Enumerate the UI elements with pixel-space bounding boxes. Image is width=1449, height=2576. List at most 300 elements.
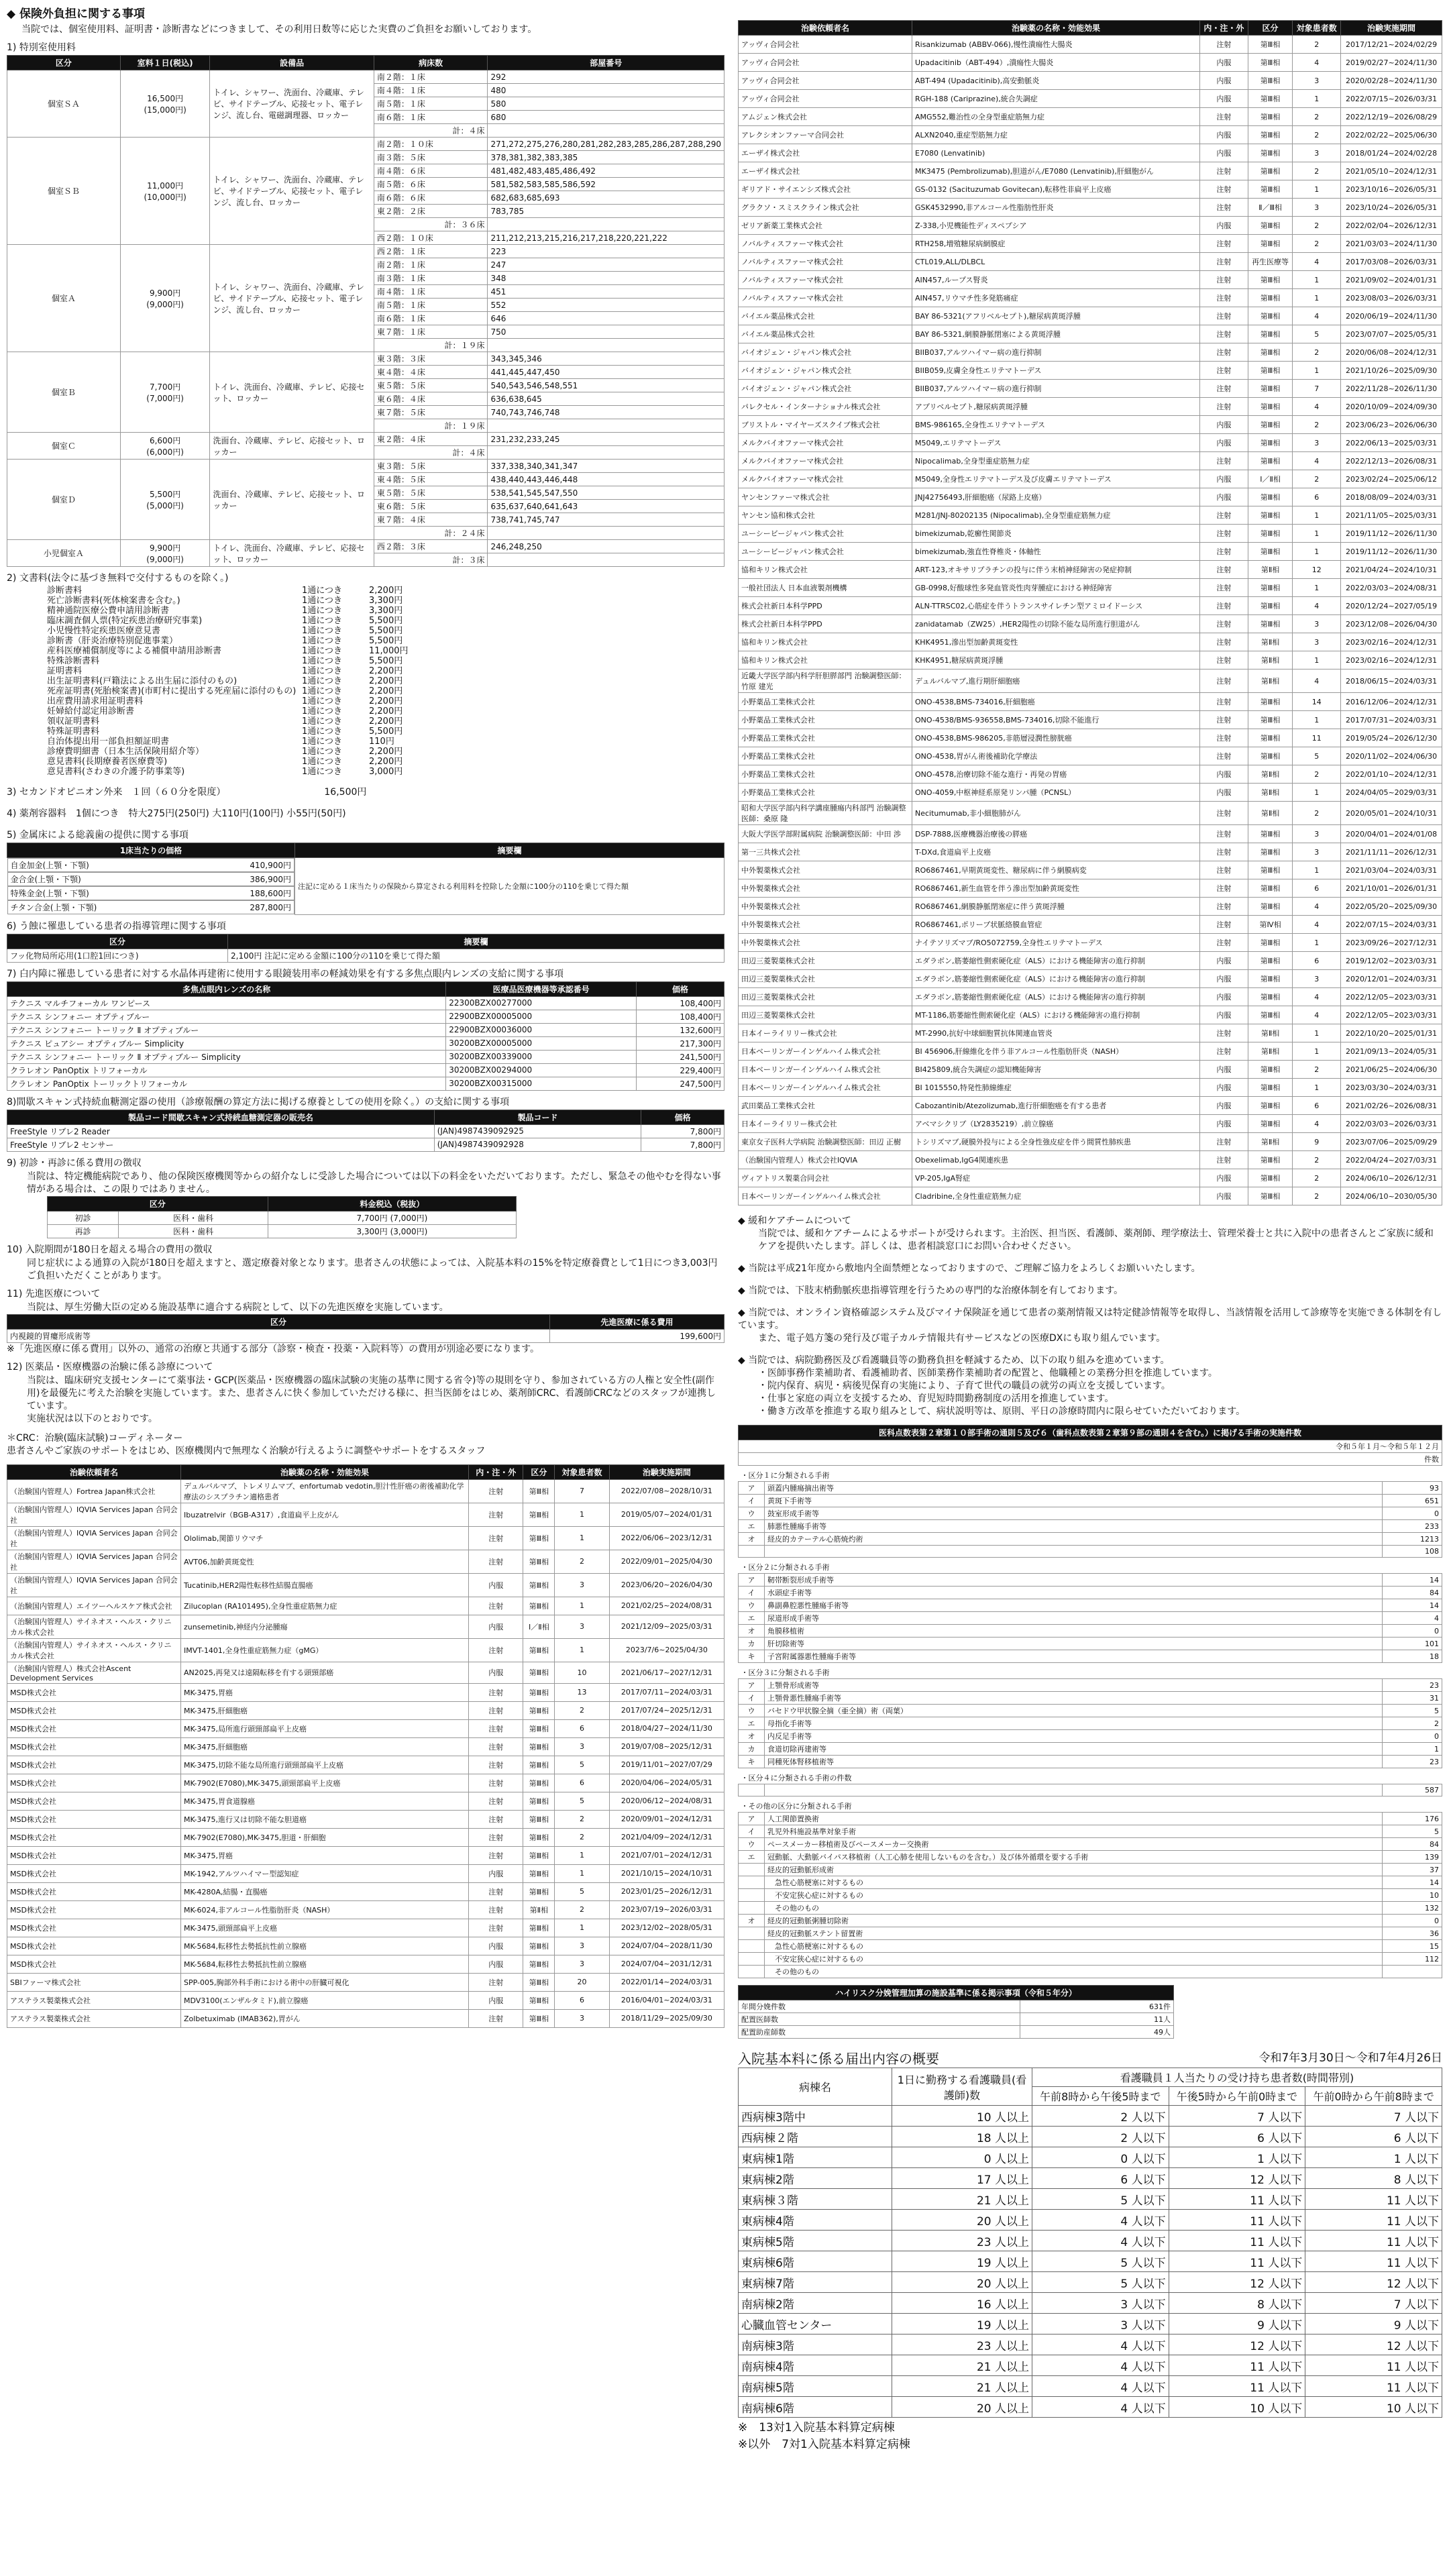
trial-cell: MK-3475,局所進行頭頸部扁平上皮癌	[181, 1719, 469, 1737]
room-price-value: 11,000円	[147, 180, 184, 191]
stat-count: 0	[1383, 1625, 1442, 1638]
trial-cell: MSD株式会社	[7, 1701, 181, 1719]
trial-cell: 内服	[1200, 765, 1248, 784]
document-unit: 1通につき	[302, 727, 343, 737]
right-trial-body	[739, 36, 1442, 1205]
trial-cell: ノバルティスファーマ株式会社	[739, 253, 912, 271]
stat-row	[739, 1574, 1442, 1587]
stat-code: イ	[739, 1587, 765, 1599]
room-numbers: 246,248,250	[488, 540, 724, 553]
trial-cell: 2022/04/24~2027/03/31	[1341, 1151, 1442, 1169]
trial-cell: ヤンセンファーマ株式会社	[739, 488, 912, 506]
trial-cell: ONO-4059,中枢神経系原発リンパ腫（PCNSL）	[912, 784, 1200, 802]
trial-cell: 3	[555, 2009, 609, 2027]
trial-cell: 第Ⅲ相	[1248, 217, 1293, 235]
trial-cell: ゼリア新薬工業株式会社	[739, 217, 912, 235]
trial-row	[739, 416, 1442, 434]
visit-header-0: 区分	[48, 1196, 268, 1211]
trial-cell: 2019/07/08~2025/12/31	[609, 1737, 724, 1756]
trial-cell: 3	[1293, 843, 1341, 861]
trial-cell: エダラボン,筋萎縮性側索硬化症（ALS）における機能障害の進行抑制	[912, 970, 1200, 988]
trial-cell: 第Ⅲ相	[523, 1955, 555, 1973]
stat-row	[739, 1864, 1442, 1876]
ward-h2: 看護職員１人当たりの受け持ち患者数(時間帯別)	[1032, 2068, 1442, 2087]
room-numbers: 378,381,382,383,385	[488, 151, 724, 164]
room-price	[120, 70, 210, 138]
stat-code	[739, 1784, 765, 1796]
trial-cell: 注射	[1200, 747, 1248, 765]
denture-price: 188,600円	[250, 889, 291, 898]
lens-table-body	[7, 996, 724, 1090]
trial-cell: 第Ⅲ相	[1248, 126, 1293, 144]
trial-cell: （治験国内管理人）IQVIA Services Japan 合同会社	[7, 1550, 181, 1573]
trial-row	[739, 235, 1442, 253]
ward-table	[738, 2068, 1442, 2418]
stat-code: キ	[739, 1650, 765, 1663]
trial-cell: MSD株式会社	[7, 1810, 181, 1828]
document-fee-item	[47, 737, 724, 747]
trial-cell: 注射	[469, 1973, 523, 1991]
stat-name: 急性心筋梗塞に対するもの	[765, 1940, 1383, 1953]
caries-cell-1: 2,100円 注記に定める金額に100分の110を乗じて得た額	[228, 949, 724, 962]
trial-cell: 第Ⅲ相	[523, 1882, 555, 1900]
ward-cell: 心臓血管センター	[739, 2314, 892, 2334]
trial-row	[7, 1662, 724, 1683]
document-price: 2,200円	[369, 757, 403, 767]
trial-row	[739, 398, 1442, 416]
trial-row	[739, 434, 1442, 452]
trial-cell: 3	[555, 1615, 609, 1638]
trial-cell: 内服	[1200, 1169, 1248, 1187]
trial-cell: 協和キリン株式会社	[739, 651, 912, 669]
trial-cell: 2023/07/07~2025/05/31	[1341, 325, 1442, 343]
trial-cell: 第Ⅲ相	[523, 1701, 555, 1719]
lens-table-header	[7, 981, 724, 996]
trial-cell: 第Ⅲ相	[1248, 416, 1293, 434]
room-floor: 東５階：５床	[374, 379, 488, 392]
room-numbers: 750	[488, 325, 724, 339]
trial-cell: BIIB059,皮膚全身性エリテマトーデス	[912, 362, 1200, 380]
stat-count-label: 件数	[739, 1453, 1442, 1466]
trial-cell: 注射	[1200, 362, 1248, 380]
room-price-value: 9,900円	[149, 543, 181, 553]
stat-row	[739, 1743, 1442, 1756]
stat-count: 84	[1383, 1838, 1442, 1851]
stat-code: エ	[739, 1612, 765, 1625]
trial-row	[739, 1169, 1442, 1187]
trial-cell: 注射	[1200, 879, 1248, 898]
document-name: 証明書料	[47, 666, 83, 676]
workload-items	[758, 1367, 1442, 1418]
trial-cell: 2	[1293, 343, 1341, 362]
trial-row	[739, 271, 1442, 289]
trial-cell: 中外製薬株式会社	[739, 879, 912, 898]
document-name: 妊婦給付認定用診断書	[47, 706, 135, 716]
trial-cell: 小野薬品工業株式会社	[739, 765, 912, 784]
trial-row	[7, 1973, 724, 1991]
ward-note-1: ※ 13対1入院基本料算定病棟	[738, 2421, 895, 2434]
trial-cell: ギリアド・サイエンシズ株式会社	[739, 180, 912, 199]
lens-cell: 217,300円	[637, 1036, 724, 1050]
room-numbers: 552	[488, 299, 724, 312]
trial-cell: 2022/11/28~2026/11/30	[1341, 380, 1442, 398]
ward-cell: 4 人以下	[1032, 2355, 1169, 2376]
trial-cell: 2020/11/02~2024/06/30	[1341, 747, 1442, 765]
trial-row	[7, 1683, 724, 1701]
trial-cell: MSD株式会社	[7, 1955, 181, 1973]
trial-cell: 第Ⅲ相	[1248, 72, 1293, 90]
trial-cell: ONO-4538,BMS-734016,肝細胞癌	[912, 693, 1200, 711]
document-price: 5,500円	[369, 727, 403, 737]
trial-row	[7, 1991, 724, 2009]
trial-cell: 2019/05/24~2026/12/30	[1341, 729, 1442, 747]
stat-count: 5	[1383, 1705, 1442, 1717]
denture-name: チタン合金(上顎・下顎)	[10, 903, 97, 912]
trial-cell: 2021/10/01~2026/01/31	[1341, 879, 1442, 898]
trial-cell: 1	[555, 1597, 609, 1615]
trial-cell: 2	[1293, 217, 1341, 235]
ward-cell: 10 人以上	[892, 2106, 1032, 2127]
trial-cell: 第Ⅲ相	[1248, 729, 1293, 747]
trial-cell: 第Ⅲ相	[1248, 90, 1293, 108]
stat-count: 101	[1383, 1638, 1442, 1650]
stat-row	[739, 1784, 1442, 1796]
right-trial-header-2: 内・注・外	[1200, 21, 1248, 36]
room-equipment: トイレ、洗面台、冷蔵庫、テレビ、応接セット、ロッカー	[210, 352, 374, 433]
trial-cell: 日本ベーリンガーインゲルハイム株式会社	[739, 1061, 912, 1079]
ward-row	[739, 2355, 1442, 2376]
ward-cell: 20 人以上	[892, 2272, 1032, 2293]
trial-cell: BAY 86-5321,網膜静脈閉塞による黄斑浮腫	[912, 325, 1200, 343]
trial-row	[7, 2009, 724, 2027]
trial-cell: 3	[555, 1573, 609, 1597]
visit-cell: 医科・歯科	[119, 1211, 268, 1224]
trial-row	[7, 1615, 724, 1638]
haisui-row	[739, 2000, 1174, 2013]
lens-cell: 30200BZX00294000	[446, 1063, 637, 1077]
room-numbers: 738,741,745,747	[488, 513, 724, 527]
room-table-header	[7, 56, 724, 70]
trial-cell: 1	[1293, 362, 1341, 380]
trial-cell: MSD株式会社	[7, 1792, 181, 1810]
trial-cell: 第Ⅲ相	[1248, 343, 1293, 362]
denture-price: 386,900円	[250, 875, 291, 884]
trial-cell: BAY 86-5321(アフリベルセプト),糖尿病黄斑浮腫	[912, 307, 1200, 325]
room-numbers: 438,440,443,446,448	[488, 473, 724, 486]
trial-cell: ユーシービージャパン株式会社	[739, 525, 912, 543]
trial-cell: 2021/06/25~2024/06/30	[1341, 1061, 1442, 1079]
stat-code: キ	[739, 1756, 765, 1768]
room-price-value: 9,900円	[149, 288, 181, 298]
room-floor: 計：４床	[374, 446, 488, 460]
room-price	[120, 460, 210, 540]
trial-cell: 2023/09/26~2027/12/31	[1341, 934, 1442, 952]
ward-cell: 21 人以上	[892, 2355, 1032, 2376]
trial-cell: 第Ⅲ相	[1248, 1115, 1293, 1133]
trial-cell: 2021/02/25~2024/08/31	[609, 1597, 724, 1615]
section-9-title: 9) 初診・再診に係る費用の徴収	[7, 1157, 142, 1169]
adv-row	[7, 1329, 724, 1342]
trial-cell: 第Ⅱ相	[1248, 651, 1293, 669]
room-table-body	[7, 70, 724, 567]
trial-cell: VP-205,IgA腎症	[912, 1169, 1200, 1187]
stat-group-title-row	[739, 1558, 1442, 1574]
trial-cell: 4	[1293, 898, 1341, 916]
trial-cell: 1	[1293, 271, 1341, 289]
trial-cell: 第Ⅲ相	[523, 1662, 555, 1683]
trial-row	[739, 452, 1442, 470]
trial-cell: 2023/10/16~2026/05/31	[1341, 180, 1442, 199]
ward-cell: 1 人以下	[1305, 2147, 1442, 2168]
trial-cell: 7	[1293, 380, 1341, 398]
room-numbers: 480	[488, 84, 724, 97]
surgery-stats-table	[738, 1425, 1442, 1978]
trial-cell: 注射	[1200, 506, 1248, 525]
trial-cell: MK-5684,転移性去勢抵抗性前立腺癌	[181, 1955, 469, 1973]
adv-cell-0: 内視鏡的胃瘻形成術等	[7, 1329, 550, 1342]
trial-row	[739, 802, 1442, 825]
trial-cell: エダラボン,筋萎縮性側索硬化症（ALS）における機能障害の進行抑制	[912, 988, 1200, 1006]
stat-name: 経皮的冠動脈形成術	[765, 1864, 1383, 1876]
lens-table	[7, 981, 724, 1091]
trial-cell: 第Ⅲ相	[523, 1991, 555, 2009]
trial-cell: 内服	[1200, 217, 1248, 235]
trial-row	[7, 1846, 724, 1864]
trial-cell: 2023/02/24~2025/06/12	[1341, 470, 1442, 488]
ward-row	[739, 2314, 1442, 2334]
trial-cell: 6	[1293, 879, 1341, 898]
document-fee-item	[47, 606, 724, 616]
trial-cell: 内服	[469, 1864, 523, 1882]
trial-cell: 注射	[1200, 651, 1248, 669]
room-price-tax: (6,000円)	[146, 447, 184, 457]
trial-cell: （治験国内管理人）サイネオス・ヘルス・クリニカル株式会社	[7, 1638, 181, 1662]
trial-cell: 日本ベーリンガーインゲルハイム株式会社	[739, 1187, 912, 1205]
advanced-care-table	[7, 1314, 724, 1343]
room-numbers	[488, 124, 724, 138]
stat-count: 233	[1383, 1520, 1442, 1533]
stat-group-title: ・区分１に分類される手術	[741, 1471, 830, 1480]
lens-cell: テクニス マルチフォーカル ワンピース	[7, 996, 446, 1010]
trial-cell: GB-0998,好酸球性多発血管炎性肉芽腫症における神経障害	[912, 579, 1200, 597]
trial-cell: 第Ⅲ相	[523, 1550, 555, 1573]
stat-name: 不安定狭心症に対するもの	[765, 1889, 1383, 1902]
stat-name: 肺悪性腫瘍手術等	[765, 1520, 1383, 1533]
trial-cell: 第Ⅲ相	[1248, 162, 1293, 180]
room-numbers: 680	[488, 111, 724, 124]
trial-cell: 2021/07/01~2024/12/31	[609, 1846, 724, 1864]
trial-row	[739, 525, 1442, 543]
room-numbers: 231,232,233,245	[488, 433, 724, 446]
trial-cell: 中外製薬株式会社	[739, 861, 912, 879]
ward-cell: 11 人以下	[1169, 2210, 1305, 2231]
trial-cell: 2	[555, 1828, 609, 1846]
stat-count: 139	[1383, 1851, 1442, 1864]
room-equipment: 洗面台、冷蔵庫、テレビ、応接セット、ロッカー	[210, 433, 374, 460]
trial-cell: アベマシクリブ（LY2835219）,前立腺癌	[912, 1115, 1200, 1133]
lens-row	[7, 1077, 724, 1090]
trial-cell: MSD株式会社	[7, 1828, 181, 1846]
trial-cell: AIN457,ループス腎炎	[912, 271, 1200, 289]
trial-cell: MK-3475,頭頸部扁平上皮癌	[181, 1919, 469, 1937]
ward-cell: 6 人以下	[1032, 2168, 1169, 2189]
section-1-title: 1) 特別室使用料	[7, 42, 76, 53]
trial-cell: 2022/06/06~2023/12/31	[609, 1526, 724, 1550]
document-name: 出生証明書料(戸籍法による出生届に添付のもの)	[47, 676, 237, 686]
trial-row	[739, 988, 1442, 1006]
section-9-text: 当院は、特定機能病院であり、他の保険医療機関等からの紹介なしに受診した場合については以下の料金をいただいております。ただし、緊急その他やむを得ない事情がある場合は、この限りではありません。	[27, 1171, 721, 1195]
trial-cell: 2024/04/05~2029/03/31	[1341, 784, 1442, 802]
trial-cell: 第Ⅲ相	[1248, 693, 1293, 711]
stat-group-title: ・区分３に分類される手術	[741, 1668, 830, 1677]
document-unit: 1通につき	[302, 716, 343, 727]
stat-name: 黄斑下手術等	[765, 1495, 1383, 1507]
stat-name: 経皮的カテーテル心筋焼灼術	[765, 1533, 1383, 1546]
document-fee-item	[47, 727, 724, 737]
trial-cell: 1	[1293, 1024, 1341, 1042]
lens-header-1: 医療品医療機器等承認番号	[446, 981, 637, 996]
denture-note: 注記に定める１床当たりの保険から算定される利用料を控除した金額に100分の110を乗じて得た額	[295, 858, 724, 915]
stat-name: 上顎骨悪性腫瘍手術等	[765, 1692, 1383, 1705]
room-name: 個室Ｂ	[7, 352, 121, 433]
trial-row	[739, 1097, 1442, 1115]
trial-cell: 第Ⅲ相	[1248, 879, 1293, 898]
stat-name: 不安定狭心症に対するもの	[765, 1953, 1383, 1966]
trial-cell: 2	[1293, 162, 1341, 180]
trial-row	[739, 343, 1442, 362]
room-numbers	[488, 446, 724, 460]
ward-cell: 3 人以下	[1032, 2314, 1169, 2334]
caries-header-0: 区分	[7, 934, 228, 949]
stat-row	[739, 1940, 1442, 1953]
trial-cell: MK-4280A,結腸・直腸癌	[181, 1882, 469, 1900]
denture-type	[7, 886, 295, 900]
workload-item: ・院内保育、病児・病後児保育の実施により、子育て世代の職員の就労の両立を支援しています。	[758, 1381, 1171, 1391]
trial-cell: 第Ⅱ相	[1248, 1042, 1293, 1061]
stat-group-title-row	[739, 1466, 1442, 1482]
room-numbers: 292	[488, 70, 724, 84]
ward-cell: 5 人以下	[1032, 2189, 1169, 2210]
ward-cell: 東病棟4階	[739, 2210, 892, 2231]
ward-cell: 0 人以上	[892, 2147, 1032, 2168]
trial-cell: 第Ⅲ相	[1248, 362, 1293, 380]
trial-row	[739, 90, 1442, 108]
trial-cell: 第Ⅲ相	[523, 1774, 555, 1792]
trial-cell: 2	[1293, 36, 1341, 54]
room-numbers: 580	[488, 97, 724, 111]
trial-cell: 内服	[1200, 1006, 1248, 1024]
stat-code: オ	[739, 1915, 765, 1927]
trial-cell: 第Ⅲ相	[1248, 934, 1293, 952]
ward-cell: 19 人以上	[892, 2314, 1032, 2334]
stat-row	[739, 1507, 1442, 1520]
ward-row	[739, 2189, 1442, 2210]
trial-cell: 2022/07/15~2026/03/31	[1341, 90, 1442, 108]
stat-title: 医科点数表第２章第１０部手術の通則５及び６（歯科点数表第２章第９部の通則４を含む。）に掲げる手術の実施件数	[739, 1426, 1442, 1440]
trial-cell: Zilucoplan (RA101495),全身性重症筋無力症	[181, 1597, 469, 1615]
trial-cell: バイオジェン・ジャパン株式会社	[739, 380, 912, 398]
trial-cell: 内服	[1200, 988, 1248, 1006]
left-column	[7, 0, 724, 2028]
room-name: 個室Ａ	[7, 245, 121, 352]
ward-cell: 4 人以下	[1032, 2231, 1169, 2251]
room-numbers: 223	[488, 245, 724, 258]
trial-cell: 6	[555, 1719, 609, 1737]
trial-cell: 2021/03/04~2024/03/31	[1341, 861, 1442, 879]
trial-cell: 1	[1293, 784, 1341, 802]
ward-row	[739, 2334, 1442, 2355]
stat-code	[739, 1864, 765, 1876]
document-unit: 1通につき	[302, 737, 343, 747]
trial-cell: （治験国内管理人）株式会社IQVIA	[739, 1151, 912, 1169]
trial-row	[739, 36, 1442, 54]
trial-cell: 第Ⅲ相	[1248, 506, 1293, 525]
trial-cell: 2020/12/01~2024/03/31	[1341, 970, 1442, 988]
trial-cell: 第Ⅲ相	[1248, 1079, 1293, 1097]
trial-cell: MK-3475,胃癌	[181, 1846, 469, 1864]
trial-cell: 5	[555, 1882, 609, 1900]
trial-cell: BI 456906,肝線維化を伴う非アルコール性脂肪肝炎（NASH）	[912, 1042, 1200, 1061]
trial-cell: MK-3475,胃癌	[181, 1683, 469, 1701]
room-floor: 南５階：６床	[374, 178, 488, 191]
trial-row	[739, 1042, 1442, 1061]
ward-row	[739, 2376, 1442, 2397]
trial-cell: 第Ⅲ相	[1248, 380, 1293, 398]
trial-cell: 第Ⅲ相	[523, 1737, 555, 1756]
trial-cell: 内服	[1200, 1079, 1248, 1097]
trial-cell: 注射	[1200, 597, 1248, 615]
advanced-care-note: ※「先進医療に係る費用」以外の、通常の治療と共通する部分（診察・検査・投薬・入院料等）の費用が別途必要になります。	[7, 1343, 540, 1354]
stat-group-title: ・区分２に分類される手術	[741, 1563, 830, 1572]
trial-cell: 第Ⅲ相	[523, 1846, 555, 1864]
haisui-row	[739, 2026, 1174, 2039]
trial-cell: 日本ベーリンガーインゲルハイム株式会社	[739, 1079, 912, 1097]
trial-cell: 第Ⅲ相	[1248, 861, 1293, 879]
room-equipment: トイレ、シャワー、洗面台、冷蔵庫、テレビ、サイドテーブル、応接セット、電子レンジ、流し台、ロッカー	[210, 245, 374, 352]
stat-count: 18	[1383, 1650, 1442, 1663]
trial-row	[739, 843, 1442, 861]
trial-cell: MSD株式会社	[7, 1919, 181, 1937]
trial-row	[739, 108, 1442, 126]
cgm-cell: (JAN)4987439092925	[434, 1124, 641, 1138]
trial-cell: 注射	[1200, 693, 1248, 711]
room-numbers	[488, 419, 724, 433]
trial-cell: 注射	[1200, 898, 1248, 916]
trial-row	[739, 1061, 1442, 1079]
trial-cell: 内服	[469, 1662, 523, 1683]
stat-code: カ	[739, 1743, 765, 1756]
trial-cell: 2016/12/06~2024/12/31	[1341, 693, 1442, 711]
room-header-0: 区分	[7, 56, 121, 70]
trial-cell: 2	[1293, 1151, 1341, 1169]
trial-cell: 第Ⅲ相	[523, 1792, 555, 1810]
trial-cell: 3	[1293, 615, 1341, 633]
trial-cell: 注射	[1200, 325, 1248, 343]
ward-cell: 20 人以上	[892, 2210, 1032, 2231]
page-title: ◆ 保険外負担に関する事項	[7, 7, 145, 21]
trial-cell: 2	[1293, 802, 1341, 825]
room-row	[7, 138, 724, 151]
document-name: 意見書料(長期療養者医療費等)	[47, 757, 168, 767]
trial-cell: 注射	[469, 1597, 523, 1615]
trial-cell: 株式会社新日本科学PPD	[739, 597, 912, 615]
left-trial-header-0: 治験依頼者名	[7, 1464, 181, 1479]
room-row	[7, 540, 724, 553]
room-numbers: 348	[488, 272, 724, 285]
trial-cell: 第Ⅲ相	[1248, 325, 1293, 343]
trial-cell: 内服	[1200, 416, 1248, 434]
ward-cell: 11 人以下	[1305, 2251, 1442, 2272]
